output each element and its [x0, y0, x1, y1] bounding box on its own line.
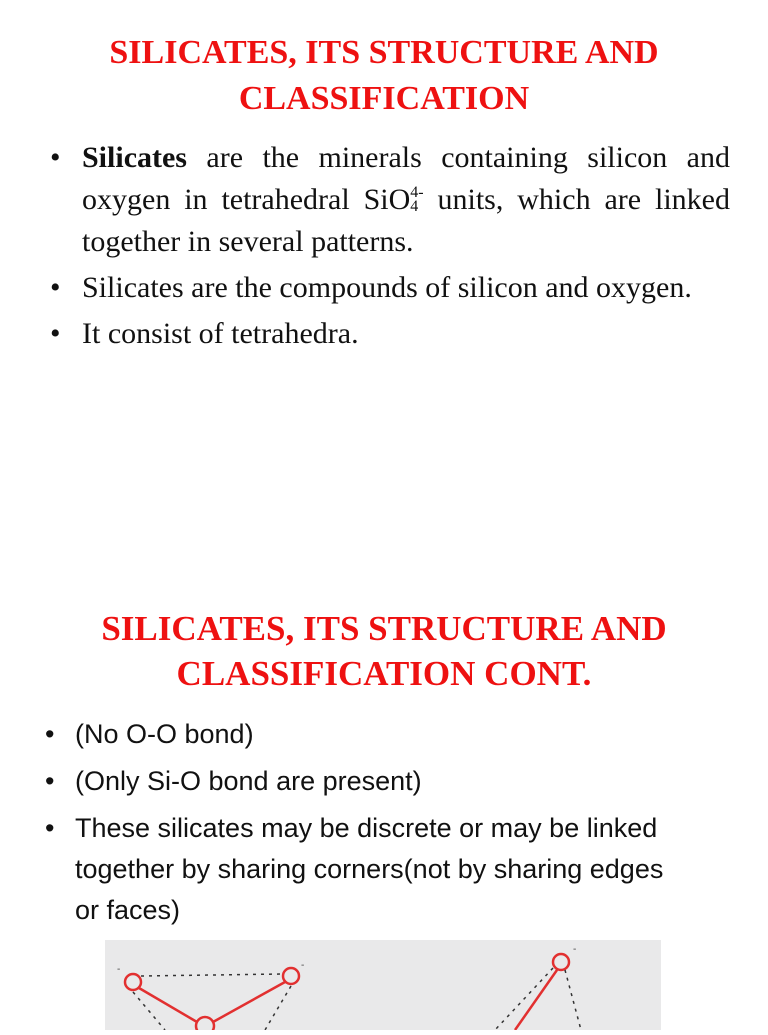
slide-2-title-line-1: SILICATES, ITS STRUCTURE AND [101, 609, 667, 648]
list-item [45, 714, 685, 755]
formula-superscript: 4- [410, 184, 424, 202]
list-item [50, 267, 730, 309]
list-item [45, 808, 685, 931]
silicate-structure-sketch [105, 940, 661, 1030]
oxygen-atom-circle [125, 974, 141, 990]
slide-2-title-line-2: CLASSIFICATION CONT. [176, 654, 592, 693]
bullet-marker: • [45, 766, 55, 796]
formula-charge [410, 186, 423, 214]
bullet-text: It consist of tetrahedra. [82, 317, 359, 350]
bullet-text: units, which are linked together in several patterns. [82, 183, 730, 258]
charge-label: - [301, 960, 305, 971]
oxygen-atom-circle [553, 954, 569, 970]
slide-1-title [0, 30, 768, 122]
slide-2 [0, 590, 768, 1024]
slide-2-title [0, 606, 768, 696]
slide-1-title-line-2: CLASSIFICATION [238, 80, 530, 117]
bullet-marker: • [50, 317, 61, 350]
edge-dashed-line [133, 992, 165, 1030]
bond-line [139, 988, 197, 1022]
bullet-text: Silicates are the compounds of silicon and oxygen. [82, 271, 692, 304]
bullet-marker: • [45, 813, 55, 843]
silicate-structure-photo [105, 940, 661, 1030]
charge-label: - [117, 964, 121, 975]
list-item [45, 761, 685, 802]
slide-2-bullet-list [45, 714, 685, 937]
bond-line [515, 970, 557, 1030]
slide-1-title-line-1: SILICATES, ITS STRUCTURE AND [109, 34, 659, 71]
list-item [50, 313, 730, 355]
charge-label: - [573, 944, 577, 955]
bullet-text: are the minerals containing silicon and oxygen in tetrahedral SiO [82, 141, 730, 216]
edge-dashed-line [265, 986, 291, 1030]
list-item [50, 137, 730, 263]
bullet-text: (No O-O bond) [75, 719, 254, 749]
bond-line [213, 982, 285, 1022]
formula-subscript: 4 [410, 198, 419, 216]
oxygen-atom-circle [283, 968, 299, 984]
edge-dashed-line [141, 974, 283, 976]
bullet-marker: • [50, 141, 61, 174]
bullet-marker: • [45, 719, 55, 749]
term-silicates: Silicates [82, 141, 187, 174]
edge-dashed-line [565, 970, 581, 1030]
bullet-text: (Only Si-O bond are present) [75, 766, 422, 796]
edge-dashed-line [495, 968, 553, 1030]
bullet-text: These silicates may be discrete or may be linked together by sharing corners(not by sharing edges or faces) [75, 813, 664, 925]
slide-1-bullet-list [50, 137, 730, 359]
bullet-marker: • [50, 271, 61, 304]
